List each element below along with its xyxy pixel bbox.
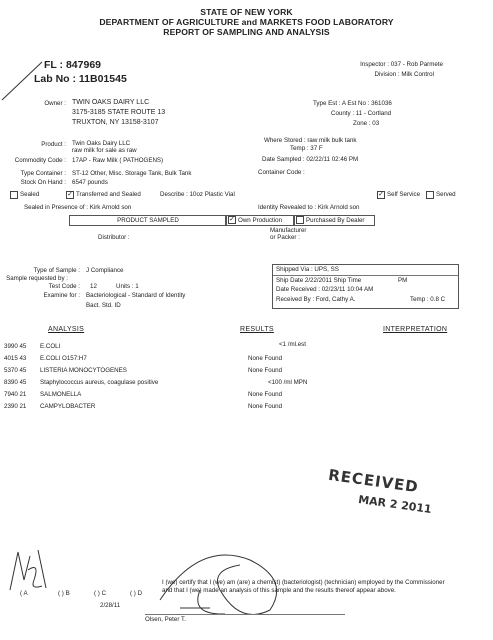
option-b: ( ) B [58, 590, 70, 597]
certify-line-2: and that I (we) made an analysis of this sample and the results thereof appear above. [162, 587, 396, 594]
signature-scribble [137, 530, 320, 620]
product-sampled-box [69, 215, 227, 226]
owner-name: TWIN OAKS DAIRY LLC [72, 99, 150, 106]
purchased-label: Purchased By Dealer [306, 217, 365, 224]
identity-revealed: Identity Revealed to : Kirk Arnold son [258, 204, 360, 211]
ship-time-pm: PM [398, 277, 408, 284]
option-d: ( ) D [130, 590, 143, 597]
row-analysis: E.COLI [40, 343, 61, 350]
division: Division : Milk Control [374, 71, 434, 78]
where-stored: Where Stored : raw milk bulk tank [264, 137, 357, 144]
product-label: Product : [41, 141, 66, 148]
packer-label: or Packer : [270, 234, 300, 241]
fl-number: FL : 847969 [44, 59, 102, 71]
date-sampled: Date Sampled : 02/22/11 02:46 PM [262, 156, 359, 163]
served-label: Served [436, 191, 456, 198]
sealed-label: Sealed [20, 191, 40, 198]
transferred-checkbox[interactable]: ✓ [67, 191, 73, 198]
served-checkbox[interactable] [426, 191, 434, 199]
self-service-checkbox[interactable]: ✓ [378, 191, 384, 198]
signature-line [145, 614, 345, 615]
row-code: 7940 21 [4, 391, 27, 398]
received-by: Received By : Ford, Cathy A. [276, 296, 356, 303]
option-a: ( A [20, 590, 28, 597]
sample-requested-label: Sample requested by : [6, 275, 68, 282]
results-header: RESULTS [240, 326, 274, 333]
examine-label: Examine for : [43, 292, 80, 299]
date-received: Date Received : 02/23/11 10:04 AM [276, 286, 374, 293]
product-sampled-label: PRODUCT SAMPLED [117, 217, 179, 224]
row-code: 8390 45 [4, 379, 27, 386]
manufacturer-label: Manufacturer [270, 227, 307, 234]
option-a-label: A [23, 590, 28, 597]
signed-date: 2/28/11 [100, 602, 121, 609]
owner-label: Owner : [44, 100, 66, 107]
product-value-1: Twin Oaks Dairy LLC [72, 140, 131, 147]
transferred-label: Transferred and Sealed [76, 191, 141, 198]
type-of-sample-value: J Compliance [86, 267, 124, 274]
interpretation-header: INTERPRETATION [383, 326, 448, 333]
own-production-label: Own Production [238, 217, 283, 224]
option-d-label: D [137, 590, 143, 597]
corner-mark [0, 56, 45, 104]
row-code: 4015 43 [4, 355, 27, 362]
shipping-divider [273, 275, 458, 276]
container-label: Type Container : [20, 170, 66, 177]
row-analysis: SALMONELLA [40, 391, 82, 398]
row-result: None Found [248, 367, 283, 374]
stock-label: Stock On Hand : [20, 179, 66, 186]
row-code: 3990 45 [4, 343, 27, 350]
row-result: None Found [248, 403, 283, 410]
row-analysis: LISTERIA MONOCYTOGENES [40, 367, 127, 374]
row-result: None Found [248, 391, 283, 398]
units: Units : 1 [116, 283, 139, 290]
own-production-checkbox[interactable]: ✓ [229, 216, 235, 223]
distributor-label: Distributor : [98, 234, 130, 241]
row-result: <100 /ml MPN [268, 379, 308, 386]
examine-value-1: Bacteriological - Standard of Identity [86, 292, 186, 299]
header-line-1: STATE OF NEW YORK [200, 7, 293, 17]
handwritten-initials [0, 540, 60, 600]
received-stamp-date: MAR 2 2011 [357, 492, 433, 517]
est-type: Type Est : A Est No : 361036 [313, 100, 392, 107]
analysis-header: ANALYSIS [48, 326, 85, 333]
test-code-label: Test Code : [48, 283, 80, 290]
test-code-value: 12 [90, 283, 97, 290]
commodity-label: Commodity Code : [14, 157, 66, 164]
option-c-label: C [101, 590, 107, 597]
ship-date: Ship Date 2/22/2011 Ship Time [276, 277, 362, 284]
self-service-label: Self Service [387, 191, 421, 198]
owner-address-2: TRUXTON, NY 13158-3107 [72, 119, 159, 126]
shipped-via: Shipped Via : UPS, SS [276, 266, 339, 273]
stock-value: 6547 pounds [72, 179, 108, 186]
inspector: Inspector : 037 - Rob Parmete [360, 61, 443, 68]
row-result: <1 /ml.est [279, 341, 306, 348]
examine-value-2: Bact. Std. ID [86, 302, 121, 309]
est-county: County : 11 - Cortland [331, 110, 392, 117]
owner-address-1: 3175-3185 STATE ROUTE 13 [72, 109, 166, 116]
stored-temp: Temp : 37 F [290, 145, 323, 152]
row-result: None Found [248, 355, 283, 362]
commodity-value: 17AP - Raw Milk ( PATHOGENS) [72, 157, 164, 164]
purchased-checkbox[interactable] [296, 216, 304, 224]
product-value-2: raw milk for sale as raw [72, 147, 137, 154]
container-code: Container Code : [258, 169, 305, 176]
row-code: 2390 21 [4, 403, 27, 410]
lab-number: Lab No : 11B01545 [34, 73, 127, 85]
receipt-temp: Temp : 0.8 C [410, 296, 446, 303]
container-value: ST-12 Other, Misc. Storage Tank, Bulk Tank [72, 170, 192, 177]
sealed-in-presence: Sealed in Presence of : Kirk Arnold son [24, 204, 132, 211]
option-c: ( ) C [94, 590, 107, 597]
type-of-sample-label: Type of Sample : [33, 267, 80, 274]
row-analysis: CAMPYLOBACTER [40, 403, 96, 410]
header-line-2: DEPARTMENT OF AGRICULTURE and MARKETS FOOD LABORATORY [99, 17, 394, 27]
row-analysis: Staphylococcus aureus, coagulase positive [40, 379, 159, 386]
option-b-label: B [65, 590, 70, 597]
row-analysis: E.COLI O157:H7 [40, 355, 87, 362]
sealed-checkbox[interactable] [10, 191, 18, 199]
row-code: 5370 45 [4, 367, 27, 374]
header-line-3: REPORT OF SAMPLING AND ANALYSIS [163, 27, 330, 37]
est-zone: Zone : 03 [353, 120, 380, 127]
describe: Describe : 10oz Plastic Vial [160, 191, 235, 198]
signer-name: Olsen, Peter T. [145, 616, 186, 623]
received-stamp: RECEIVED [327, 465, 420, 497]
certify-line-1: I (we) certify that I (we) am (are) a chemist) (bacteriologist) (technician) employed by the Commissioner [162, 579, 445, 586]
